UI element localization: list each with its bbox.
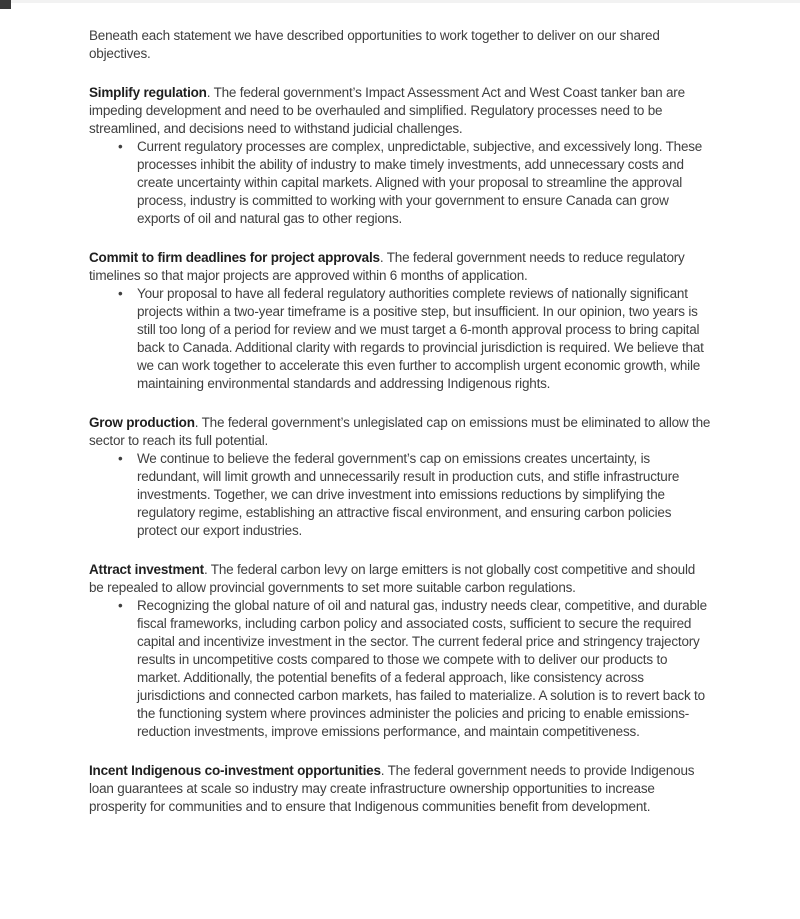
section-body-text: . The federal government’s Impact Assessment Act and West Coast tanker ban are impeding development and need to be overhauled and simplified. Regulatory processes need to be streamlined, and decisions need to withstand judicial challenges.: [89, 85, 685, 136]
bullet-list: [89, 138, 713, 228]
bullet-item: • Your proposal to have all federal regulatory authorities complete reviews of nationally significant projects within a two-year timeframe is a positive step, but insufficient. In our opinion, two years is still too long of a period for review and we must target a 6-month approval process to bring capital back to Canada. Additional clarity with regards to provincial jurisdiction is required. We believe that we can work together to accelerate this even further to accomplish urgent economic growth, while maintaining environmental standards and addressing Indigenous rights.: [137, 285, 713, 393]
section-body-text: . The federal government’s unlegislated cap on emissions must be eliminated to allow the sector to reach its full potential.: [89, 415, 711, 448]
section-attract-investment: [89, 561, 713, 741]
section-paragraph: [89, 249, 713, 285]
bullet-list: [89, 597, 713, 741]
section-heading: Simplify regulation: [89, 85, 207, 100]
section-body-text: . The federal government needs to reduce regulatory timelines so that major projects are approved within 6 months of application.: [89, 250, 685, 283]
bullet-item: • We continue to believe the federal government’s cap on emissions creates uncertainty, is redundant, will limit growth and unnecessarily result in production cuts, and stifle infrastructure investments. Together, we can drive investment into emissions reductions by simplifying the regulatory regime, establishing an attractive fiscal environment, and ensuring carbon policies protect our export industries.: [137, 450, 713, 540]
section-paragraph: [89, 414, 713, 450]
section-heading: Commit to firm deadlines for project approvals: [89, 250, 380, 265]
section-paragraph: [89, 84, 713, 138]
section-body-text: . The federal government needs to provide Indigenous loan guarantees at scale so industry may create infrastructure ownership opportunities to increase prosperity for communities and to ensure that Indigenous communities benefit from development.: [89, 763, 695, 814]
bullet-list: [89, 450, 713, 540]
section-paragraph: [89, 762, 713, 816]
section-commit-to-firm-deadlines: [89, 249, 713, 393]
section-heading: Incent Indigenous co-investment opportunities: [89, 763, 381, 778]
section-simplify-regulation: [89, 84, 713, 228]
bullet-item: • Recognizing the global nature of oil and natural gas, industry needs clear, competitive, and durable fiscal frameworks, including carbon policy and associated costs, sufficient to secure the required capital and incentivize investment in the sector. The current federal price and stringency trajectory results in uncompetitive costs compared to those we compete with to deliver our products to market. Additionally, the potential benefits of a federal approach, like consistency across jurisdictions and connected carbon markets, has failed to materialize. A solution is to revert back to the functioning system where provinces administer the policies and pricing to enable emissions-reduction investments, improve emissions performance, and maintain competitiveness.: [137, 597, 713, 741]
section-body-text: . The federal carbon levy on large emitters is not globally cost competitive and should be repealed to allow provincial governments to set more suitable carbon regulations.: [89, 562, 696, 595]
section-heading: Attract investment: [89, 562, 204, 577]
section-grow-production: [89, 414, 713, 540]
section-heading: Grow production: [89, 415, 195, 430]
section-incent-indigenous-co-investment: [89, 762, 713, 816]
section-paragraph: [89, 561, 713, 597]
bullet-list: [89, 285, 713, 393]
intro-paragraph: Beneath each statement we have described opportunities to work together to deliver on our shared objectives.: [89, 28, 660, 61]
bullet-item: • Current regulatory processes are complex, unpredictable, subjective, and excessively long. These processes inhibit the ability of industry to make timely investments, add unnecessary costs and create uncertainty within capital markets. Aligned with your proposal to streamline the approval process, industry is committed to working with your government to ensure Canada can grow exports of oil and natural gas to other regions.: [137, 138, 713, 228]
